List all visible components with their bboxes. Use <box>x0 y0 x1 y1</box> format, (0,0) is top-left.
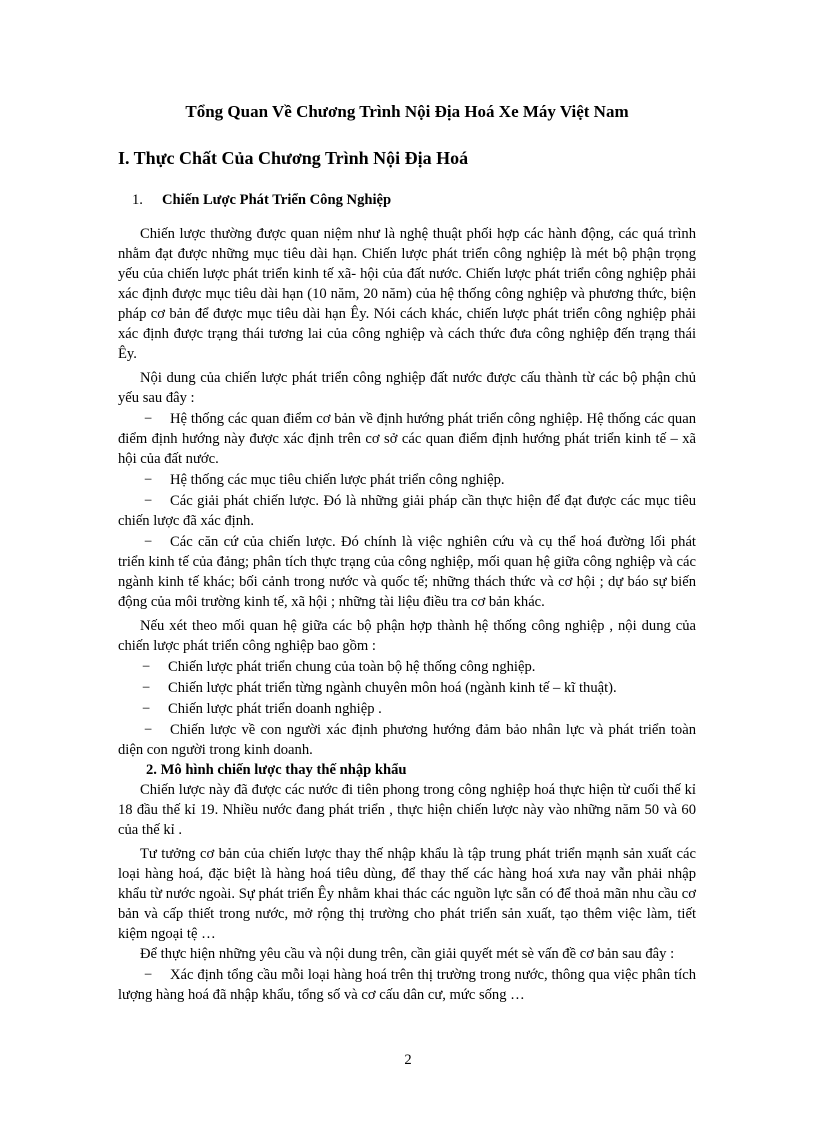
list-item <box>118 491 696 531</box>
list-item-text: Chiến lược về con người xác định phương hướng đảm bảo nhân lực và phát triển toàn diện con người trong kinh doanh. <box>118 722 696 758</box>
dash-marker: − <box>142 659 151 675</box>
document-body <box>118 100 696 1005</box>
paragraph-6: Để thực hiện những yêu cầu và nội dung trên, cần giải quyết mét sè vấn đề cơ bản sau đây : <box>140 946 675 962</box>
dash-marker: − <box>144 722 153 738</box>
subsection-number: 1. <box>132 192 143 208</box>
list-item <box>118 470 696 490</box>
list-item <box>118 720 696 760</box>
page-number: 2 <box>404 1052 412 1068</box>
paragraph-2: Nội dung của chiến lược phát triển công nghiệp đất nước được cấu thành từ các bộ phận chủ yếu sau đây : <box>118 370 696 406</box>
dash-marker: − <box>142 680 151 696</box>
dash-marker: − <box>144 967 153 983</box>
list-item-text: Hệ thống các quan điểm cơ bản về định hướng phát triển công nghiệp. Hệ thống các quan điểm định hướng này được xác định trên cơ sở các quan điểm định hướng phát triển kinh tế – xã hội của đất nước. <box>118 411 696 467</box>
list-item <box>118 409 696 469</box>
list-item <box>118 532 696 612</box>
dash-marker: − <box>144 411 153 427</box>
list-item <box>118 678 696 698</box>
list-item-text: Các giải phát chiến lược. Đó là những giải pháp cần thực hiện để đạt được các mục tiêu chiến lược đã xác định. <box>118 493 696 529</box>
paragraph-4: Chiến lược này đã được các nước đi tiên phong trong công nghiệp hoá thực hiện từ cuối thế kỉ 18 đầu thế kỉ 19. Nhiều nước đang phát triển , thực hiện chiến lược này vào những năm 50 và 60 của thế kỉ . <box>118 782 696 838</box>
subsection-title: Chiến Lược Phát Triển Công Nghiệp <box>162 192 392 208</box>
dash-marker: − <box>144 534 153 550</box>
list-item-text: Các căn cứ của chiến lược. Đó chính là việc nghiên cứu và cụ thể hoá đường lối phát triển kinh tế của đảng; phân tích thực trạng của công nghiệp, mối quan hệ giữa công nghiệp và các ngành kinh tế khác; bối cảnh trong nước và quốc tế; những thách thức và cơ hội ; dự báo sự biến động của môi trường kinh tế, xã hội ; những tài liệu điều tra cơ bản khác. <box>118 534 696 610</box>
paragraph-3: Nếu xét theo mối quan hệ giữa các bộ phận hợp thành hệ thống công nghiệp , nội dung của chiến lược phát triển công nghiệp bao gồm : <box>118 618 696 654</box>
section-heading: I. Thực Chất Của Chương Trình Nội Địa Hoá <box>118 148 469 168</box>
list-item-text: Chiến lược phát triển từng ngành chuyên môn hoá (ngành kinh tế – kĩ thuật). <box>168 680 617 696</box>
list-item-text: Chiến lược phát triển doanh nghiệp . <box>168 701 382 717</box>
list-item-text: Xác định tổng cầu mỗi loại hàng hoá trên thị trường trong nước, thông qua việc phân tích lượng hàng hoá đã nhập khẩu, tổng số và cơ cấu dân cư, mức sống … <box>118 967 696 1003</box>
paragraph-5: Tư tưởng cơ bản của chiến lược thay thế nhập khẩu là tập trung phát triển mạnh sản xuất các loại hàng hoá, đặc biệt là hàng hoá tiêu dùng, để thay thế các hàng hoá xưa nay vẫn phải nhập khẩu từ nước ngoài. Sự phát triển Êy nhằm khai thác các nguồn lực sẵn có để thoả mãn nhu cầu cơ bản và cấp thiết trong nước, mở rộng thị trường cho phát triển sản xuất, tạo thêm việc làm, tiết kiệm ngoại tệ … <box>118 846 696 942</box>
list-item <box>118 699 696 719</box>
subsection-heading-1 <box>132 190 696 210</box>
dash-marker: − <box>144 493 153 509</box>
dash-marker: − <box>144 472 153 488</box>
list-item-text: Hệ thống các mục tiêu chiến lược phát triển công nghiệp. <box>170 472 505 488</box>
list-item-text: Chiến lược phát triển chung của toàn bộ hệ thống công nghiệp. <box>168 659 536 675</box>
list-item <box>118 965 696 1005</box>
list-item <box>118 657 696 677</box>
dash-marker: − <box>142 701 151 717</box>
paragraph-1: Chiến lược thường được quan niệm như là nghệ thuật phối hợp các hành động, các quá trình nhằm đạt được những mục tiêu dài hạn. Chiến lược phát triển công nghiệp là mét bộ phận trọng yếu của chiến lược phát triển kinh tế xã- hội của đất nước. Chiến lược phát triển công nghiệp phải xác định được mục tiêu dài hạn (10 năm, 20 năm) của hệ thống công nghiệp và phương thức, biện pháp cơ bản để được mục tiêu dài hạn Êy. Nói cách khác, chiến lược phát triển công nghiệp phải xác định được trạng thái tương lai của công nghiệp và cách thức đưa công nghiệp đến trạng thái Êy. <box>118 226 696 362</box>
subsection-heading-2: 2. Mô hình chiến lược thay thế nhập khẩu <box>146 762 407 778</box>
document-title: Tổng Quan Về Chương Trình Nội Địa Hoá Xe Máy Việt Nam <box>185 102 629 121</box>
